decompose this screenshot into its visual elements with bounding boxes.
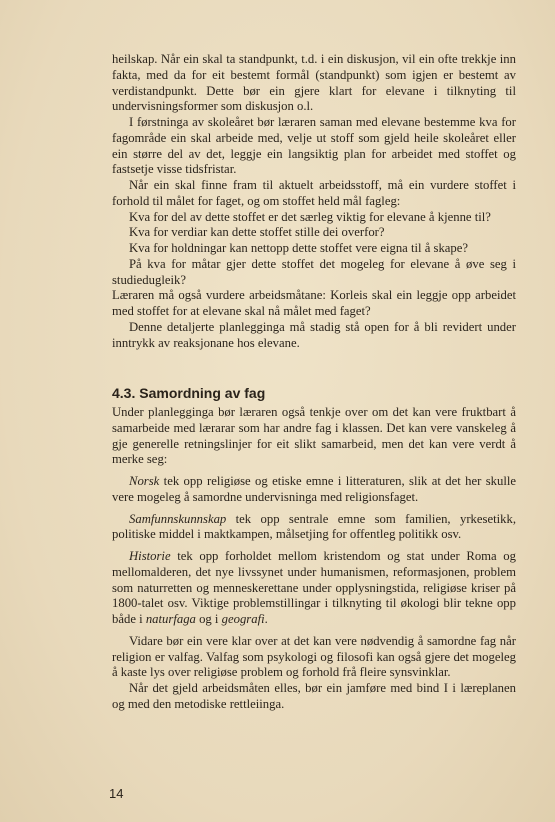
subject-name: Samfunnskunnskap [129,511,227,526]
end-punct: . [264,612,268,626]
question: Kva for del av dette stoffet er det særleg viktig for elevane å kjenne til? [129,209,491,224]
question: Kva for verdiar kan dette stoffet stille dei overfor? [129,225,385,240]
section-heading: 4.3. Samordning av fag [112,385,266,401]
paragraph: Denne detaljerte planlegginga må stadig stå open for å bli revidert under inntrykk av reaksjonane hos elevane. [112,319,516,350]
subject-text: tek opp forholdet mellom kristendom og stat under Roma og mellomalderen, det nye livssynet under humanismen, reformasjonen, problem som naturretten og menneskerettane under opplysningstida, religiøse kriser på 1800-talet osv. Viktige problemstillingar i tilknyting til økologi blir tekne opp både i [112,549,516,626]
term-geografi: geografi [221,612,265,626]
joiner-text: og i [195,612,222,626]
paragraph: heilskap. Når ein skal ta standpunkt, t.d. i ein diskusjon, vil ein ofte trekkje inn fakta, med da for eit bestemt formål (standpunkt) som igjen er bestemt av verdistandpunkt. Dette bør ein gjere klart for elevane i tilknyting til undervisningsformer som diskusjon o.l. [112,52,516,114]
paragraph: Når ein skal finne fram til aktuelt arbeidsstoff, må ein vurdere stoffet i forhold til målet for faget, og om stoffet held mål fagleg: [112,178,516,208]
paragraph: Læraren må også vurdere arbeidsmåtane: Korleis skal ein leggje opp arbeidet med stoffet for at elevane skal nå målet med faget? [112,288,516,318]
question: På kva for måtar gjer dette stoffet det mogeleg for elevane å øve seg i studiedugleik? [112,256,516,287]
subject-paragraph-historie [112,549,516,628]
subject-text: tek opp religiøse og etiske emne i litteraturen, slik at det her skulle vere mogeleg å samordne undervisninga med religionsfaget. [112,474,516,504]
page-number: 14 [109,786,124,801]
closing-paragraph: Når det gjeld arbeidsmåten elles, bør ein jamføre med bind I i læreplanen og med den metodiske rettleiinga. [112,681,516,711]
term-naturfaga: naturfaga [145,612,196,626]
paragraph: I førstninga av skoleåret bør læraren saman med elevane bestemme kva for fagområde ein skal arbeide med, velje ut stoff som gjeld heile skoleåret eller ein større del av det, leggje ein langsiktig plan for arbeidet med stoffet og fastsetje visse tidsfristar. [112,115,516,177]
question: Kva for holdningar kan nettopp dette stoffet vere eigna til å skape? [129,241,469,255]
subject-paragraph-samfunnskunnskap [112,512,516,544]
subject-text: tek opp sentrale emne som familien, yrkesetikk, politiske middel i maktkampen, målsetjing for offentleg politikk osv. [112,511,516,542]
section-text [112,405,516,713]
subject-name: Norsk [129,474,160,488]
top-text [112,52,516,351]
subject-paragraph-norsk [112,474,516,506]
subject-name: Historie [129,549,171,563]
closing-paragraph: Vidare bør ein vere klar over at det kan vere nødvendig å samordne fag når religion er valfag. Valfag som psykologi og filosofi kan også gjere det mogeleg å kaste lys over religiøse problem og forhold frå fleire synsvinklar. [112,633,516,680]
section-intro: Under planlegginga bør læraren også tenkje over om det kan vere fruktbart å samarbeide med lærarar som har andre fag i klassen. Det kan vere vanskeleg å gje generelle retningslinjer for eit slikt samarbeid, men det kan vere verdt å merke seg: [112,405,516,467]
